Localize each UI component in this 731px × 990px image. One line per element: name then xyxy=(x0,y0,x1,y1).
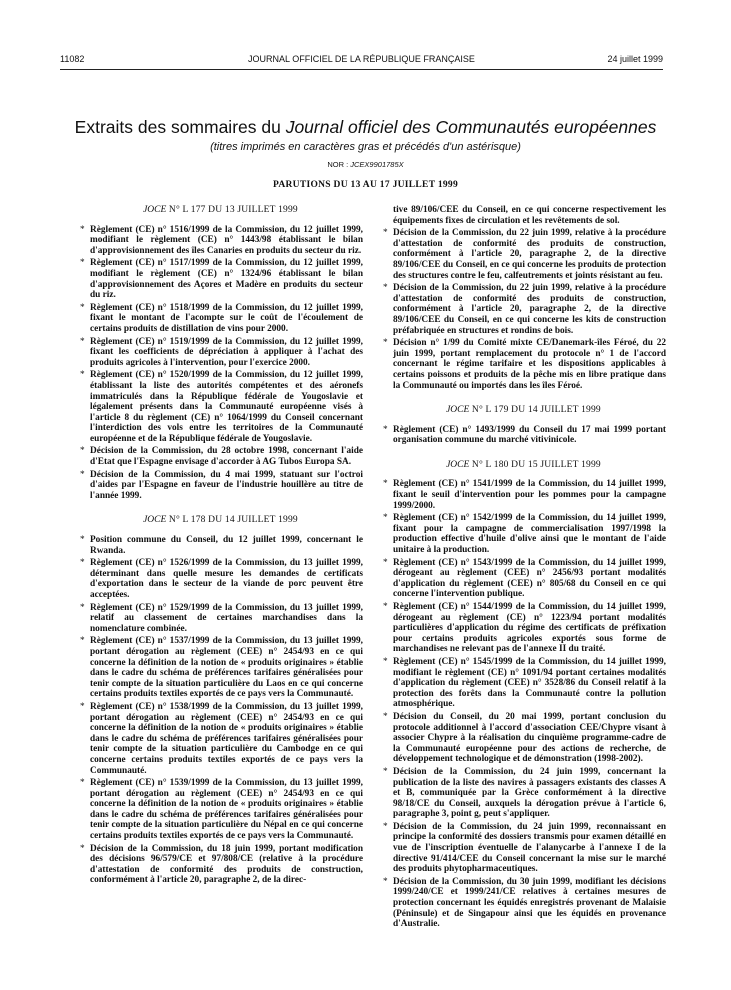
asterisk-icon: * xyxy=(383,876,388,887)
list-item xyxy=(78,603,363,635)
item-text: Règlement (CE) n° 1543/1999 de la Commission, du 14 juillet 1999, dérogeant au règlement (CEE) n° 2456/93 portant modalités d'application du règlement (CEE) n° 805/68 du Conseil en ce qui concerne l'intervention publique. xyxy=(393,557,666,600)
asterisk-icon: * xyxy=(80,446,85,457)
list-item xyxy=(381,877,666,930)
list-item xyxy=(78,702,363,776)
asterisk-icon: * xyxy=(383,424,388,435)
joce-label: JOCE xyxy=(446,405,470,416)
item-text: Position commune du Conseil, du 12 juillet 1999, concernant le Rwanda. xyxy=(90,535,363,556)
issue-date: 24 juillet 1999 xyxy=(607,54,663,64)
asterisk-icon: * xyxy=(383,766,388,777)
summary-list xyxy=(381,479,666,929)
item-text: Décision de la Commission, du 22 juin 1999, relative à la procédure d'attestation de conformité des produits de construction, conformément à l'article 20, paragraphe 2, de la directive 89/106/CEE du Conseil, en ce qui concerne les produits de protection des structures contre le feu, calfeutrements et joints résistant au feu. xyxy=(393,228,666,281)
item-text: Règlement (CE) n° 1520/1999 de la Commission, du 12 juillet 1999, établissant la liste des autorités compétentes et des aéronefs immatriculés dans la République fédérale de Yougoslavie et légalement présents dans la Communauté européenne visés à l'article 8 du règlement (CE) n° 1064/1999 du Conseil concernant l'interdiction des vols entre les territoires de la Communauté européenne et de la République fédérale de Yougoslavie. xyxy=(90,370,363,444)
list-item xyxy=(78,258,363,300)
asterisk-icon: * xyxy=(383,602,388,612)
section-title xyxy=(78,515,363,526)
item-text: Règlement (CE) n° 1544/1999 de la Commission, du 14 juillet 1999, dérogeant au règlement (CE) n° 1223/94 portant modalités particulières d'application du régime des certificats de préfixation pour certains produits agricoles exportés sous forme de marchandises ne relevant pas de l'annexe II du traité. xyxy=(393,602,666,655)
asterisk-icon: * xyxy=(80,469,85,480)
item-text: Décision du Conseil, du 20 mai 1999, portant conclusion du protocole additionnel à l'accord d'association CEE/Chypre visant à associer Chypre à la réalisation du cinquième programme-cadre de la Communauté européenne pour des actions de recherche, de développement technologique et de démonstration (1998-2002). xyxy=(393,711,666,765)
asterisk-icon: * xyxy=(80,302,85,313)
list-item xyxy=(381,602,666,655)
list-item xyxy=(78,370,363,444)
page-number: 11082 xyxy=(60,54,85,64)
asterisk-icon: * xyxy=(80,535,85,546)
asterisk-icon: * xyxy=(80,843,85,854)
list-item xyxy=(78,470,363,502)
left-column xyxy=(78,205,363,900)
summary-list xyxy=(381,228,666,391)
item-text: Règlement (CE) n° 1517/1999 de la Commission, du 12 juillet 1999, modifiant le règlement (CE) n° 1324/96 établissant le bilan d'approvisionnement des Açores et Madère en produits du secteur du riz. xyxy=(90,258,363,301)
nor-label: NOR : xyxy=(327,160,351,169)
item-text: Règlement (CE) n° 1493/1999 du Conseil du 17 mai 1999 portant organisation commune du marché vitivinicole. xyxy=(393,424,666,446)
section-title xyxy=(78,205,363,216)
asterisk-icon: * xyxy=(80,558,85,569)
list-item xyxy=(78,337,363,369)
list-item xyxy=(381,657,666,710)
parutions-heading: PARUTIONS DU 13 AU 17 JUILLET 1999 xyxy=(272,180,459,190)
asterisk-icon: * xyxy=(383,338,388,349)
right-column xyxy=(381,205,666,944)
asterisk-icon: * xyxy=(383,479,388,490)
item-text: Règlement (CE) n° 1519/1999 de la Commission, du 12 juillet 1999, fixant les coefficients de dépréciation à appliquer à l'achat des produits agricoles à l'intervention, pour l'exercice 2000. xyxy=(90,336,363,368)
item-text: Règlement (CE) n° 1541/1999 de la Commission, du 14 juillet 1999, fixant le seuil d'intervention pour les pommes pour la campagne 1999/2000. xyxy=(393,479,666,511)
item-text: Décision de la Commission, du 30 juin 1999, modifiant les décisions 1999/240/CE et 1999/241/CE relatives à certaines mesures de protection concernant les équidés enregistrés provenant de Malaisie (Péninsule) et de Singapour ainsi que les équidés en provenance d'Australie. xyxy=(393,876,666,930)
continued-text: tive 89/106/CEE du Conseil, en ce qui concerne respectivement les équipements fixes de circulation et les revêtements de sol. xyxy=(393,205,666,226)
list-item xyxy=(381,712,666,765)
nor-reference xyxy=(60,160,671,169)
asterisk-icon: * xyxy=(80,636,85,647)
header-rule xyxy=(60,69,663,70)
item-text: Décision de la Commission, du 28 octobre 1998, concernant l'aide d'Etat que l'Espagne envisage d'accorder à AG Tubos Europa SA. xyxy=(90,446,363,468)
section-title xyxy=(381,460,666,471)
item-text: Règlement (CE) n° 1529/1999 de la Commission, du 13 juillet 1999, relatif au classement de certaines marchandises dans la nomenclature combinée. xyxy=(90,602,363,634)
asterisk-icon: * xyxy=(383,228,388,239)
asterisk-icon: * xyxy=(80,701,85,712)
item-text: Décision de la Commission, du 24 juin 1999, reconnaissant en principe la conformité des dossiers transmis pour examen détaillé en vue de l'inscription éventuelle de l'alanycarbe à l'annexe I de la directive 91/414/CEE du Conseil concernant la mise sur le marché des produits phytopharmaceutiques. xyxy=(393,821,666,875)
asterisk-icon: * xyxy=(80,370,85,381)
asterisk-icon: * xyxy=(80,336,85,347)
item-text: Règlement (CE) n° 1518/1999 de la Commission, du 12 juillet 1999, fixant le montant de l'acompte sur le coût de l'écoulement de certains produits de distillation de vins pour 2000. xyxy=(90,302,363,334)
list-item xyxy=(381,283,666,336)
list-item xyxy=(381,338,666,391)
item-text: Décision de la Commission, du 24 juin 1999, concernant la publication de la liste des navires à passagers existants des classes A et B, communiquée par la Grèce conformément à la directive 98/18/CE du Conseil, auxquels la dérogation prévue à l'article 6, paragraphe 3, point g, peut s'appliquer. xyxy=(393,766,666,820)
list-item xyxy=(381,228,666,281)
journal-title: JOURNAL OFFICIEL DE LA RÉPUBLIQUE FRANÇAISE xyxy=(248,54,475,64)
list-item xyxy=(381,558,666,600)
list-item xyxy=(78,446,363,467)
title-prefix: Extraits des sommaires du xyxy=(74,117,286,137)
asterisk-icon: * xyxy=(80,602,85,613)
asterisk-icon: * xyxy=(383,513,388,524)
asterisk-icon: * xyxy=(383,557,388,568)
asterisk-icon: * xyxy=(80,224,85,235)
item-text: Décision n° 1/99 du Comité mixte CE/Danemark-îles Féroé, du 22 juin 1999, portant remplacement du protocole n° 1 de l'accord concernant le régime tarifaire et les dispositions applicables à certains poissons et produits de la pêche mis en libre pratique dans la Communauté ou importés dans les îles Féroé. xyxy=(393,338,666,391)
item-text: Règlement (CE) n° 1526/1999 de la Commission, du 13 juillet 1999, déterminant dans quelle mesure les demandes de certificats d'exportation dans le secteur de la viande de porc peuvent être acceptées. xyxy=(90,558,363,600)
summary-list xyxy=(381,425,666,446)
joce-label: JOCE xyxy=(143,205,167,215)
asterisk-icon: * xyxy=(383,656,388,667)
running-head xyxy=(60,54,663,68)
joce-number: N° L 178 DU 14 JUILLET 1999 xyxy=(166,515,298,526)
joce-number: N° L 180 DU 15 JUILLET 1999 xyxy=(469,459,601,470)
title-journal-name: Journal officiel des Communautés européennes xyxy=(285,117,657,137)
item-text: Décision de la Commission, du 22 juin 1999, relative à la procédure d'attestation de conformité des produits de construction, conformément à l'article 20, paragraphe 2, de la directive 89/106/CEE du Conseil, en ce qui concerne les kits de construction préfabriquée en structures et rondins de bois. xyxy=(393,283,666,336)
item-text: Règlement (CE) n° 1539/1999 de la Commission, du 13 juillet 1999, portant dérogation au règlement (CEE) n° 2454/93 en ce qui concerne la définition de la notion de « produits originaires » établie dans le cadre du schéma de préférences tarifaires généralisées pour tenir compte de la situation particulière du Népal en ce qui concerne certains produits textiles exportés de ce pays vers la Communauté. xyxy=(90,778,363,842)
item-text: Règlement (CE) n° 1545/1999 de la Commission, du 14 juillet 1999, modifiant le règlement (CE) n° 1091/94 portant certaines modalités d'application du règlement (CEE) n° 3528/86 du Conseil relatif à la protection des forêts dans la Communauté contre la pollution atmosphérique. xyxy=(393,656,666,710)
joce-number: N° L 177 DU 13 JUILLET 1999 xyxy=(166,205,298,215)
asterisk-icon: * xyxy=(383,283,388,294)
list-item xyxy=(381,513,666,555)
joce-label: JOCE xyxy=(446,459,470,470)
list-item xyxy=(78,844,363,886)
joce-label: JOCE xyxy=(143,515,167,526)
section-title xyxy=(381,405,666,416)
list-item xyxy=(78,778,363,842)
list-item xyxy=(78,303,363,335)
page-subtitle: (titres imprimés en caractères gras et précédés d'un astérisque) xyxy=(210,141,521,153)
item-text: Règlement (CE) n° 1516/1999 de la Commission, du 12 juillet 1999, modifiant le règlement (CE) n° 1443/98 établissant le bilan d'approvisionnement des îles Canaries en produits du secteur du riz. xyxy=(90,224,363,256)
list-item xyxy=(78,636,363,700)
asterisk-icon: * xyxy=(80,778,85,789)
summary-list xyxy=(78,535,363,886)
item-text: Règlement (CE) n° 1542/1999 de la Commission, du 14 juillet 1999, fixant pour la campagne de commercialisation 1997/1998 la production effective d'huile d'olive ainsi que le montant de l'aide unitaire à la production. xyxy=(393,513,666,556)
joce-number: N° L 179 DU 14 JUILLET 1999 xyxy=(469,405,601,416)
item-text: Décision de la Commission, du 4 mai 1999, statuant sur l'octroi d'aides par l'Espagne en faveur de l'industrie houillère au titre de l'année 1999. xyxy=(90,469,363,501)
asterisk-icon: * xyxy=(383,821,388,832)
asterisk-icon: * xyxy=(383,711,388,722)
list-item xyxy=(381,479,666,511)
list-item xyxy=(381,767,666,820)
item-text: Règlement (CE) n° 1537/1999 de la Commission, du 13 juillet 1999, portant dérogation au règlement (CEE) n° 2454/93 en ce qui concerne la définition de la notion de « produits originaires » établie dans le cadre du schéma de préférences tarifaires généralisées pour tenir compte de la situation particulière du Laos en ce qui concerne certains produits textiles exportés de ce pays vers la Communauté. xyxy=(90,636,363,700)
asterisk-icon: * xyxy=(80,258,85,269)
list-item xyxy=(78,535,363,556)
list-item xyxy=(381,822,666,875)
list-item xyxy=(78,225,363,257)
item-text: Décision de la Commission, du 18 juin 1999, portant modification des décisions 96/579/CE et 97/808/CE (relative à la procédure d'attestation de conformité des produits de construction, conformément à l'article 20, paragraphe 2, de la direc- xyxy=(90,843,363,886)
page-title xyxy=(60,117,671,138)
nor-code: JCEX9901785X xyxy=(350,160,404,169)
summary-list xyxy=(78,225,363,502)
item-text: Règlement (CE) n° 1538/1999 de la Commission, du 13 juillet 1999, portant dérogation au règlement (CEE) n° 2454/93 en ce qui concerne la définition de la notion de « produits originaires » établie dans le cadre du schéma de préférences tarifaires généralisées pour tenir compte de la situation particulière du Cambodge en ce qui concerne certains produits textiles exportés de ce pays vers la Communauté. xyxy=(90,701,363,776)
list-item xyxy=(381,425,666,446)
list-item xyxy=(78,558,363,600)
